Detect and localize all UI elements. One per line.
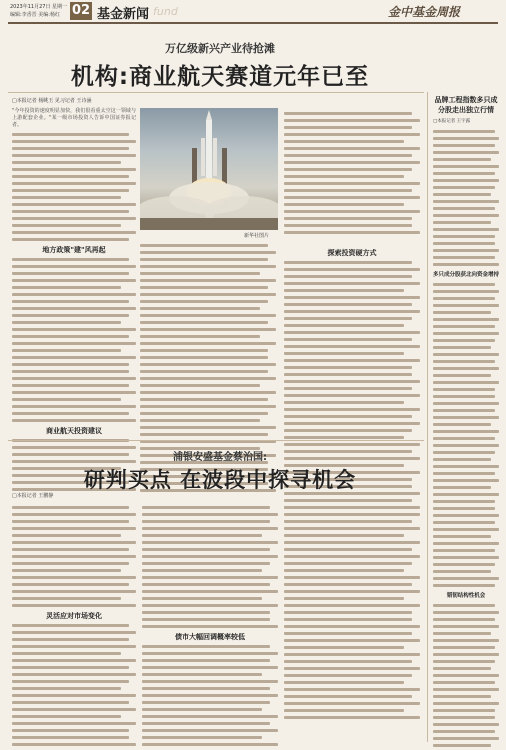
article1-byline: □本报记者 杨眺玉 见习记者 王诗涵 <box>12 98 92 104</box>
article1-column-3-top <box>284 108 420 234</box>
article1-column-1 <box>12 108 136 491</box>
sidebar-subhead-2: 韬韧结构性机会 <box>446 593 486 599</box>
article1-rule <box>8 92 424 93</box>
article1-kicker: 万亿级新兴产业待抢滩 <box>165 42 275 55</box>
section-en: fund <box>153 5 178 18</box>
rocket-icon <box>140 108 278 230</box>
article2-kicker: 浦银安盛基金蔡治国: <box>173 452 267 463</box>
article2-headline: 研判买点 在波段中探寻机会 <box>83 468 357 492</box>
sidebar-column <box>433 126 499 750</box>
article2-byline: □本报记者 王鹏静 <box>12 493 54 499</box>
article1-subhead-2: 商业航天投资建议 <box>46 427 102 435</box>
rocket-launch-photo <box>140 108 278 230</box>
sidebar-headline: 品牌工程指数多只成分股走出独立行情 <box>434 96 498 114</box>
article1-subhead-3: 探索投资硬方式 <box>327 249 377 257</box>
section-title: 基金新闻 <box>97 7 150 22</box>
article2-subhead-2: 债市大幅回调概率较低 <box>175 633 245 641</box>
article2-column-1 <box>12 502 136 750</box>
article1-headline: 机构:商业航天赛道元年已至 <box>70 64 370 90</box>
page-number-badge: 02 <box>71 3 91 18</box>
paper-name: 金中基金周报 <box>388 5 461 19</box>
article2-subhead-1: 灵活应对市场变化 <box>46 612 102 620</box>
photo-caption: 新华社图片 <box>244 233 270 239</box>
sidebar-byline: □本报记者 王宇露 <box>433 119 471 124</box>
article2-column-3 <box>284 502 420 719</box>
article1-subhead-1: 地方政策"建"风再起 <box>42 246 106 254</box>
article2-top-rule <box>8 440 424 441</box>
sidebar-subhead-1: 多只成分股获北向资金增持 <box>433 272 500 278</box>
header-editor: 编辑:李香晋 美编:杨红 <box>10 12 60 18</box>
header <box>0 0 506 24</box>
article2-column-2 <box>142 502 278 750</box>
header-rule <box>8 22 498 24</box>
header-date: 2023年11月27日 星期一 <box>10 4 68 10</box>
column-divider <box>427 92 428 742</box>
article1-lead: "今年投资的速度明显加快，我们很看重太空这一领域与上游配套企业。"某一级市场投资人告诉中国证券报记者。 <box>12 108 136 128</box>
